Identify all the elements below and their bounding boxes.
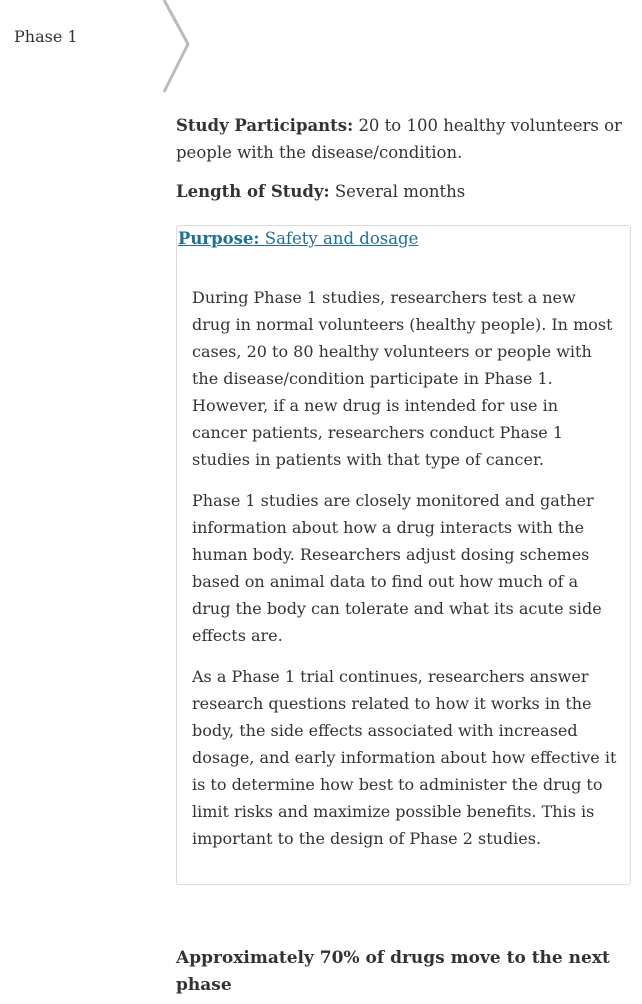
- phase-progression-note: Approximately 70% of drugs move to the next phase: [176, 948, 610, 995]
- purpose-paragraph: Phase 1 studies are closely monitored and gather information about how a drug interacts with the human body. Researchers adjust dosing schemes based on animal data to find out how much of a drug the body can tolerate and what its acute side effects are.: [192, 491, 602, 645]
- study-participants-label: Study Participants:: [176, 116, 354, 135]
- purpose-description: [192, 284, 617, 866]
- purpose-label: Purpose:: [178, 229, 260, 248]
- study-length: [176, 178, 634, 205]
- purpose-value: Safety and dosage: [264, 229, 419, 248]
- purpose-paragraph: As a Phase 1 trial continues, researchers answer research questions related to how it works in the body, the side effects associated with increased dosage, and early information about how effective it is to determine how best to administer the drug to limit risks and maximize possible benefits. This is important to the design of Phase 2 studies.: [192, 667, 617, 848]
- purpose-paragraph: During Phase 1 studies, researchers test a new drug in normal volunteers (healthy people). In most cases, 20 to 80 healthy volunteers or people with the disease/condition participate in Phase 1. However, if a new drug is intended for use in cancer patients, researchers conduct Phase 1 studies in patients with that type of cancer.: [192, 288, 613, 469]
- study-participants: [176, 112, 634, 166]
- phase-details: [176, 112, 634, 217]
- study-length-label: Length of Study:: [176, 182, 330, 201]
- study-participants-value: 20 to 100 healthy volunteers or people with the disease/condition.: [176, 116, 622, 162]
- phase-tab[interactable]: [0, 0, 190, 95]
- purpose-panel: [176, 225, 631, 885]
- study-length-value: Several months: [334, 182, 466, 201]
- purpose-toggle-link[interactable]: [178, 227, 418, 251]
- phase-tab-label: Phase 1: [14, 27, 78, 46]
